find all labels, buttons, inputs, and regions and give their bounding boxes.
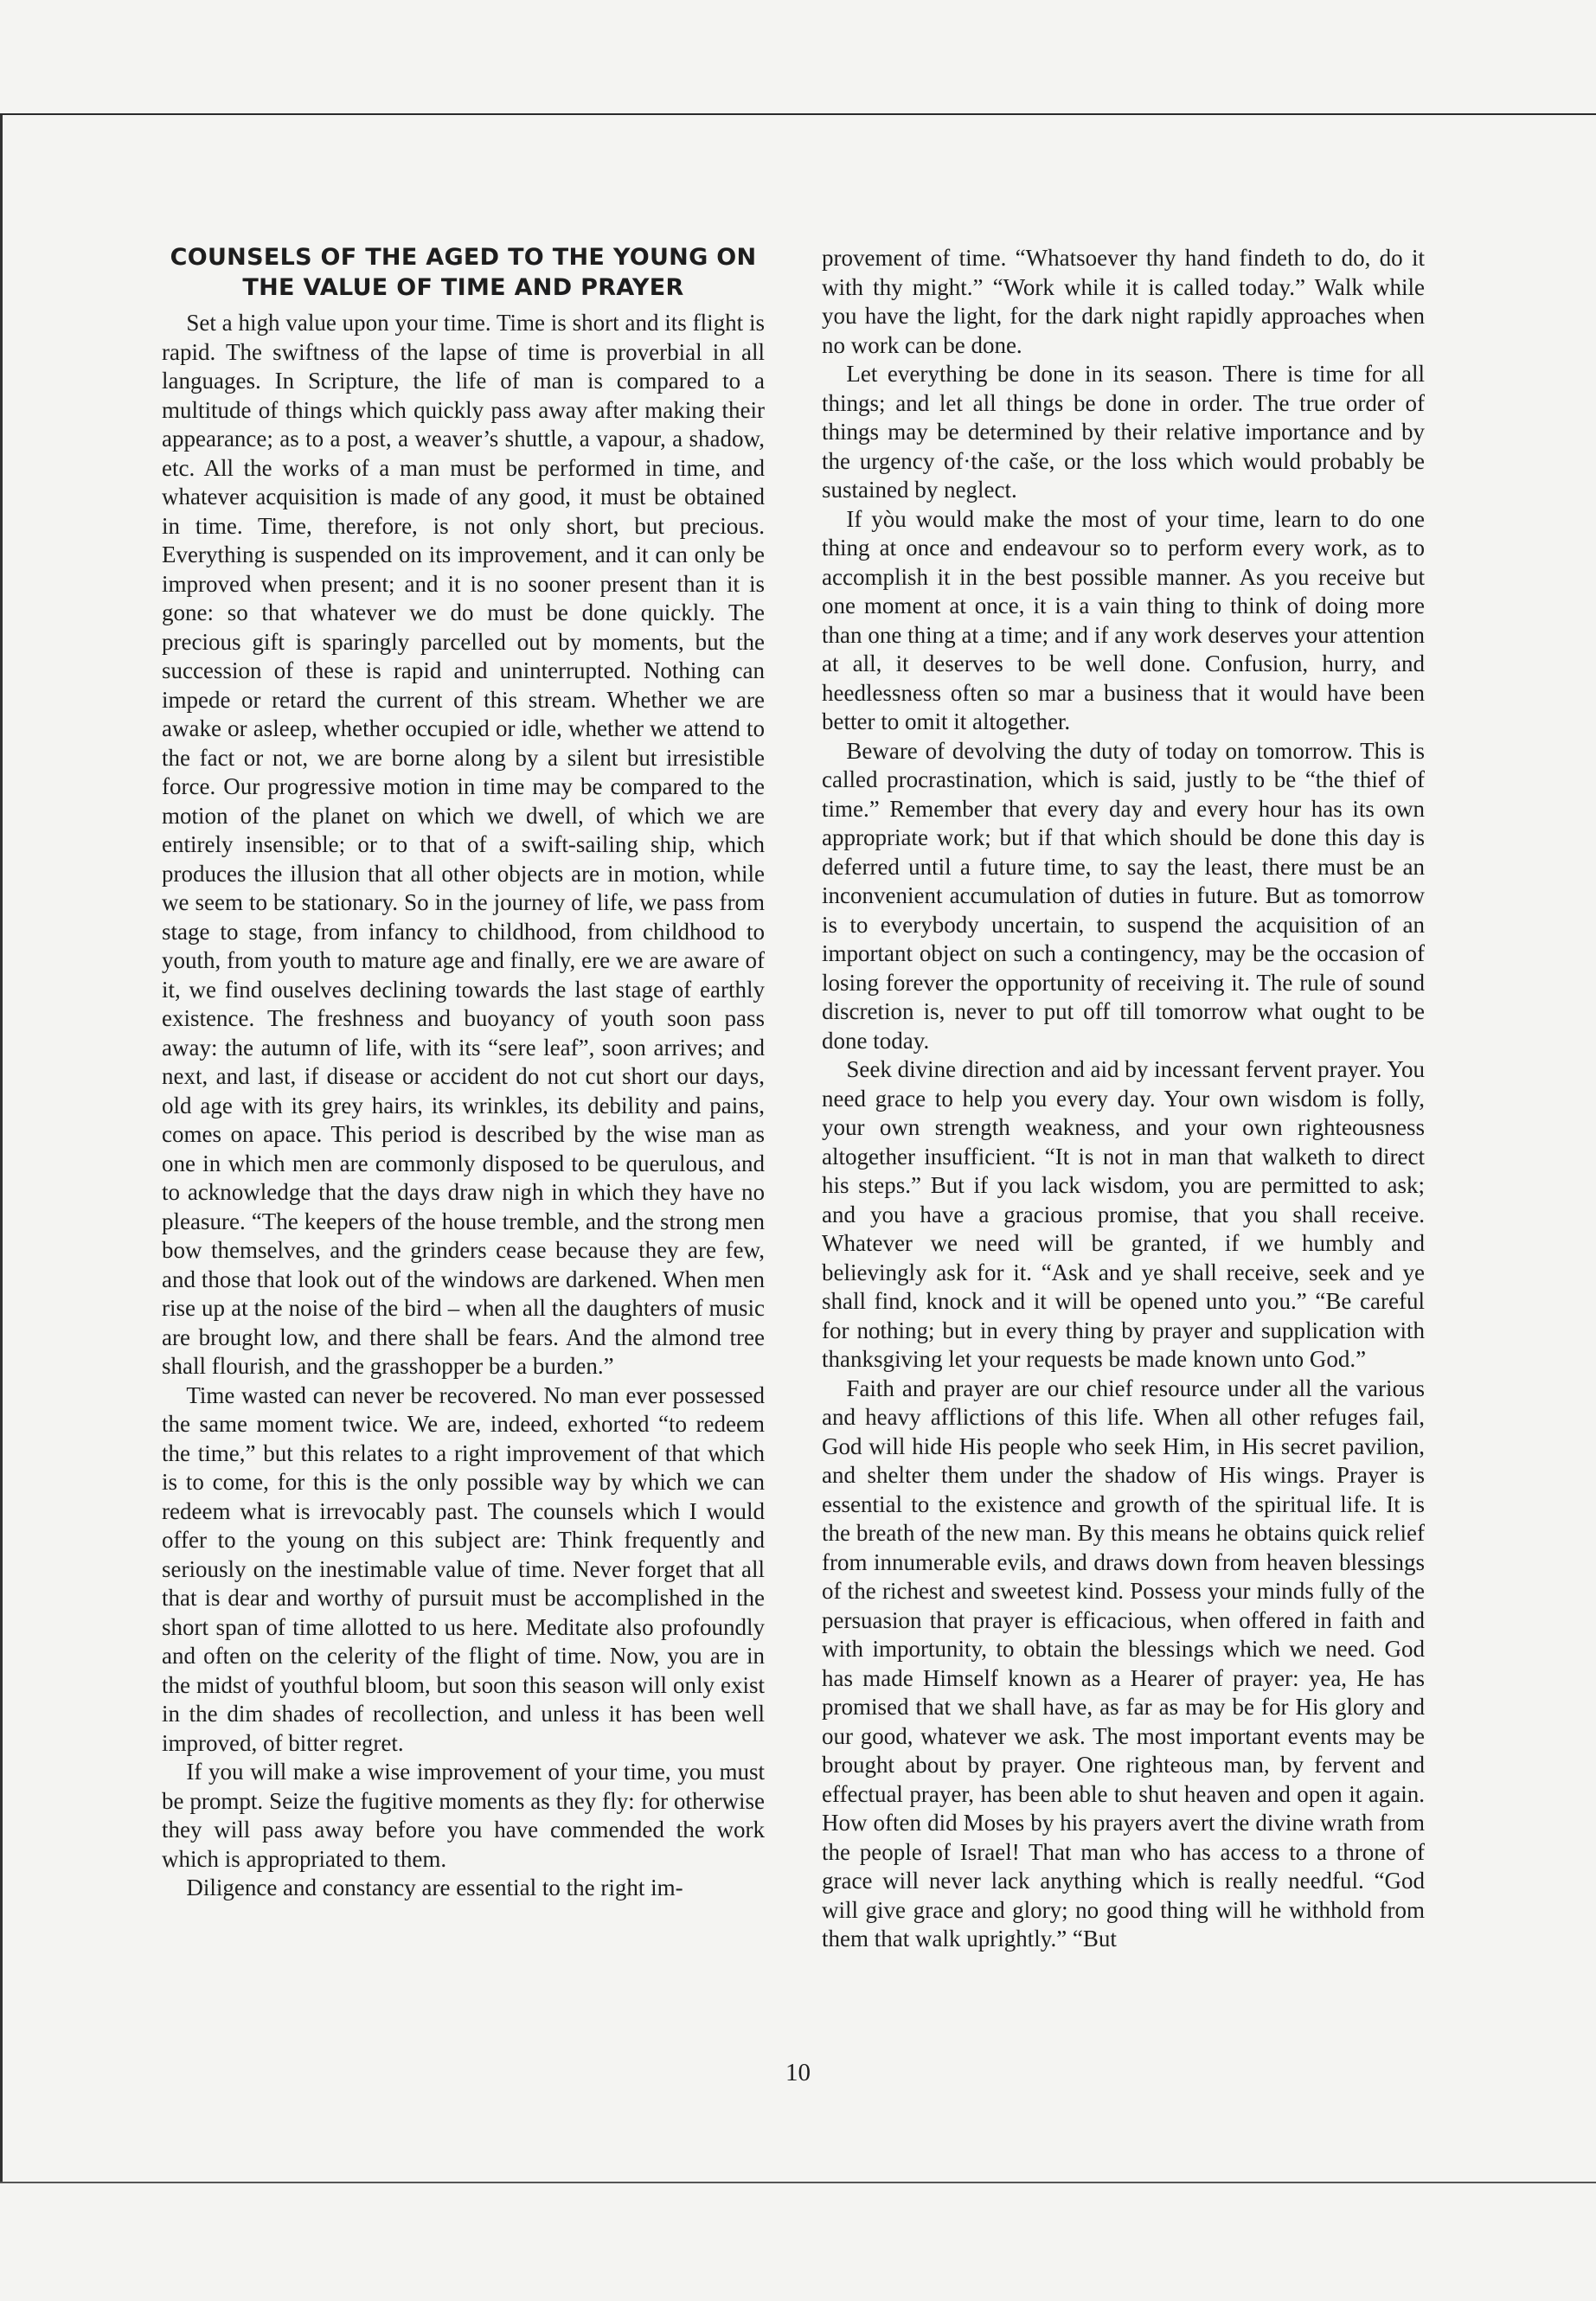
paragraph: Let everything be done in its season. There is time for all things; and let all things be done in order. The true order of things may be determined by their relative importance and by the urgency of·the cašе, or the loss which would probably be sustained by neglect. [822, 361, 1425, 503]
page-number: 10 [785, 2059, 811, 2086]
title-line-1: COUNSELS OF THE AGED TO THE YOUNG ON [170, 244, 757, 271]
paragraph-continued: provement of time. “Whatsoever thy hand findeth to do, do it with thy might.” “Work while it is called today.” Walk while you have the light, for the dark night rapidly approaches when no work can be done. [822, 245, 1425, 358]
paragraph: Seek divine direction and aid by incessant fervent prayer. You need grace to help you every day. Your own wisdom is folly, your own strength weakness, and your own righteousness altogether insufficient. “It is not in man that walketh to direct his steps.” But if you lack wisdom, you are permitted to ask; and you have a gracious promise, that you shall receive. Whatever we need will be granted, if we humbly and believingly ask for it. “Ask and ye shall receive, seek and ye shall find, knock and it will be opened unto you.” “Be careful for nothing; but in every thing by prayer and supplication with thanksgiving let your requests be made known unto God.” [822, 1056, 1425, 1372]
paragraph: Beware of devolving the duty of today on tomorrow. This is called procrastination, which is said, justly to be “the thief of time.” Remember that every day and every hour has its own appropriate work; but if that which should be done this day is deferred until a future time, to say the least, there must be an inconvenient accumulation of duties in future. But as tomorrow is to everybody uncertain, to suspend the acquisition of an important object on such a contingency, may be the occasion of losing forever the opportunity of receiving it. The rule of sound discretion is, never to put off till tomorrow what ought to be done today. [822, 737, 1425, 1054]
paragraph: If yòu would make the most of your time, learn to do one thing at once and endeavour so to perform every work, as to accomplish it in the best possible manner. As you receive but one moment at once, it is a vain thing to think of doing more than one thing at a time; and if any work deserves your attention at all, it deserves to be well done. Confusion, hurry, and heedlessness often so mar a business that it would have been better to omit it altogether. [822, 505, 1425, 734]
left-column [162, 242, 765, 1903]
paragraph: If you will make a wise improvement of your time, you must be prompt. Seize the fugitive moments as they fly: for otherwise they will pass away before you have commended the work which is appropriated to them. [162, 1759, 765, 1872]
paragraph: Diligence and constancy are essential to the right im- [186, 1875, 683, 1900]
paragraph: Faith and prayer are our chief resource under all the various and heavy afflictions of this life. When all other refuges fail, God will hide His people who seek Him, in His secret pavilion, and shelter them under the shadow of His wings. Prayer is essential to the existence and growth of the spiritual life. It is the breath of the new man. By this means he obtains quick relief from innumerable evils, and draws down from heaven blessings of the richest and sweetest kind. Possess your minds fully of the persuasion that prayer is efficacious, when offered in faith and with importunity, to obtain the blessings which we need. God has made Himself known as a Hearer of prayer: yea, He has promised that we shall have, as far as may be for His glory and our good, whatever we ask. The most important events may be brought about by prayer. One righteous man, by fervent and effectual prayer, has been able to shut heaven and open it again. How often did Moses by his prayers avert the divine wrath from the people of Israel! That man who has access to a throne of grace will never lack anything which is really needful. “God will give grace and glory; no good thing will he withhold from them that walk uprightly.” “But [822, 1375, 1425, 1952]
paragraph: Time wasted can never be recovered. No man ever possessed the same moment twice. We are, indeed, exhorted “to redeem the time,” but this relates to a right improvement of that which is to come, for this is the only possible way by which we can redeem what is irrevocably past. The counsels which I would offer to the young on this subject are: Think frequently and seriously on the inestimable value of time. Never forget that all that is dear and worthy of pursuit must be accomplished in the short span of time allotted to us here. Meditate also profoundly and often on the celerity of the flight of time. Now, you are in the midst of youthful bloom, but soon this season will only exist in the dim shades of recollection, and unless it has been well improved, of bitter regret. [162, 1381, 765, 1756]
top-rule [0, 113, 1596, 115]
paragraph: Set a high value upon your time. Time is short and its flight is rapid. The swiftness of the lapse of time is proverbial in all languages. In Scripture, the life of man is compared to a multitude of things which quickly pass away after making their appearance; as to a post, a weaver’s shuttle, a vapour, a shadow, etc. All the works of a man must be performed in time, and whatever acquisition is made of any good, it must be obtained in time. Time, therefore, is not only short, but precious. Everything is suspended on its improvement, and it can only be improved when present; and it is no sooner present than it is gone: so that whatever we do must be done quickly. The precious gift is sparingly parcelled out by moments, but the succession of these is rapid and uninterrupted. Nothing can impede or retard the current of this stream. Whether we are awake or asleep, whether occupied or idle, whether we attend to the fact or not, we are borne along by a silent but irresistible force. Our progressive motion in time may be compared to the motion of the planet on which we dwell, of which we are entirely insensible; or to that of a swift-sailing ship, which produces the illusion that all other objects are in motion, while we seem to be stationary. So in the journey of life, we pass from stage to stage, from infancy to childhood, from childhood to youth, from youth to mature age and finally, ere we are aware of it, we find ouselves declining towards the last stage of earthly existence. The freshness and buoyancy of youth soon pass away: the autumn of life, with its “sere leaf”, soon arrives; and next, and last, if disease or accident do not cut short our days, old age with its grey hairs, its wrinkles, its debility and pains, comes on apace. This period is described by the wise man as one in which men are commonly disposed to be querulous, and to acknowledge that the days draw nigh in which they have no pleasure. “The keepers of the house tremble, and the strong men bow themselves, and the grinders cease because they are few, and those that look out of the windows are darkened. When men rise up at the noise of the bird – when all the daughters of music are brought low, and there shall be fears. And the almond tree shall flourish, and the grasshopper be a burden.” [162, 310, 765, 1379]
article-title [162, 242, 765, 303]
left-page-edge [0, 115, 3, 2182]
bottom-rule [0, 2182, 1596, 2183]
title-line-2: THE VALUE OF TIME AND PRAYER [242, 274, 684, 301]
right-column [822, 244, 1425, 1954]
